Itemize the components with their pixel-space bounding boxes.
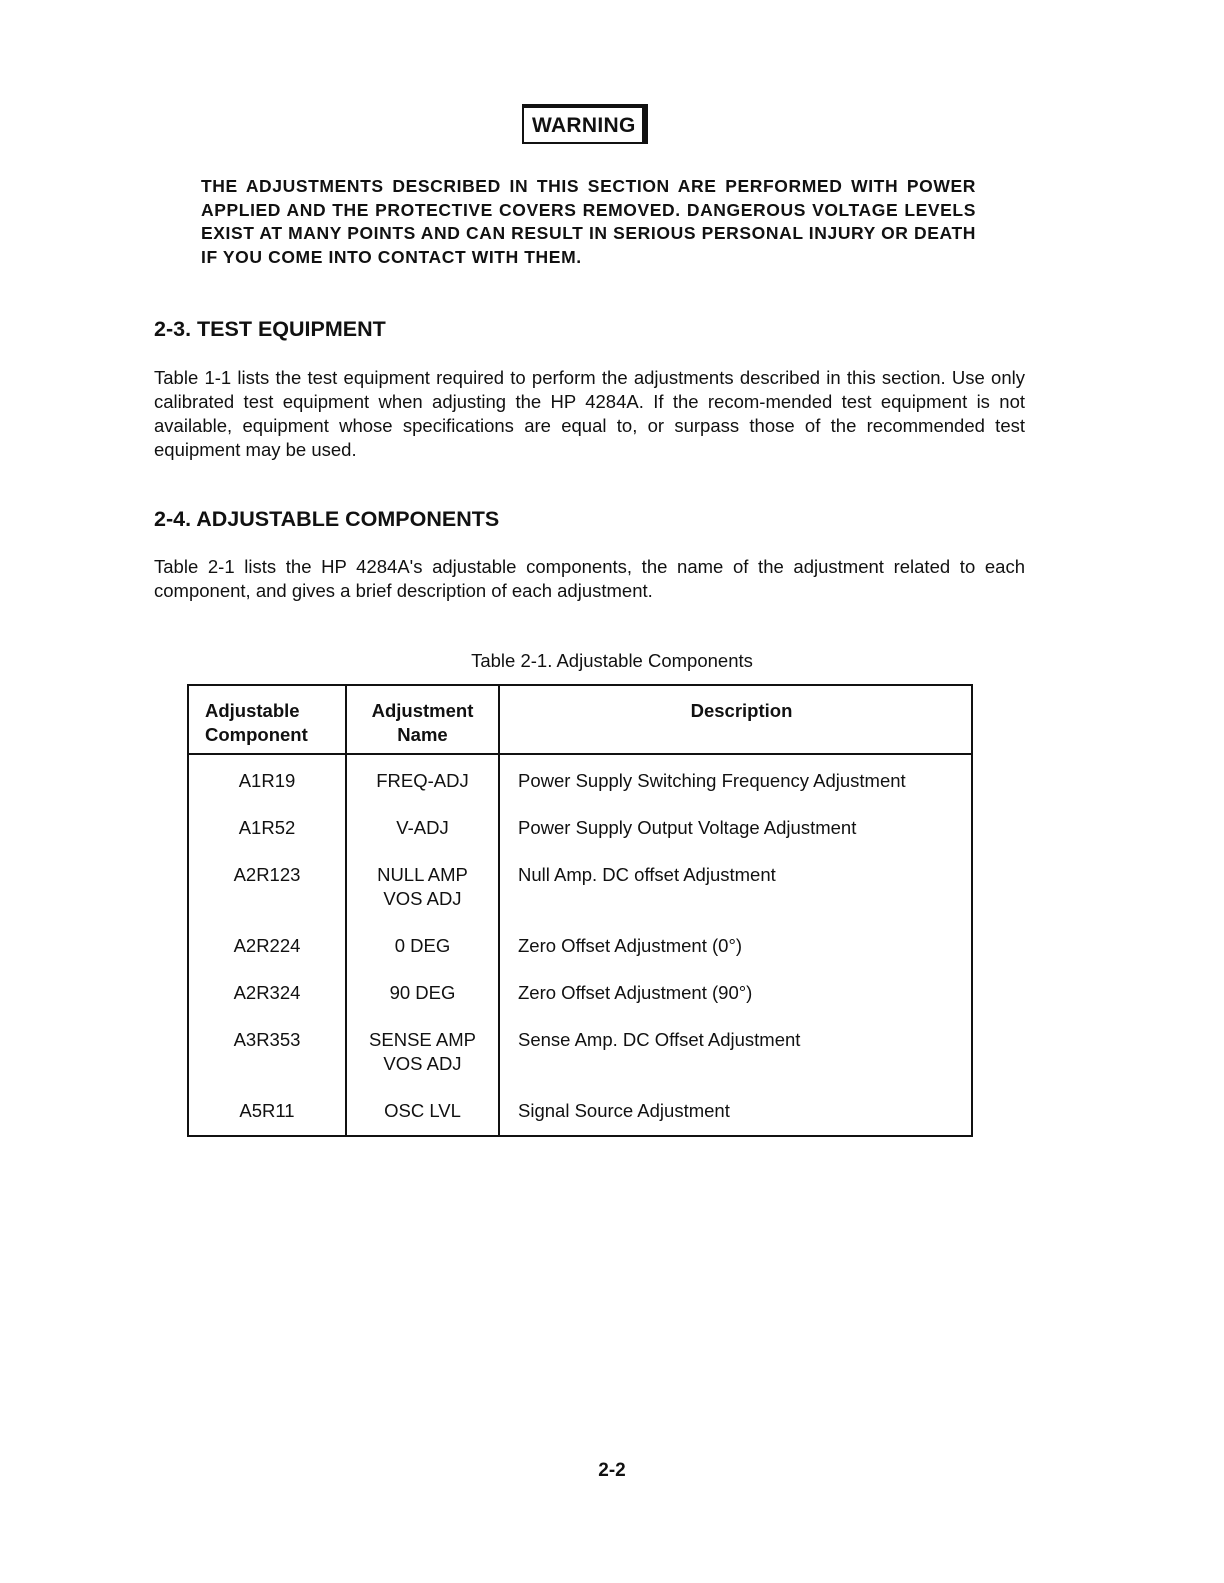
cell-description: Power Supply Output Voltage Adjustment [499, 816, 972, 863]
section-body-adjustable-components: Table 2-1 lists the HP 4284A's adjustable components, the name of the adjustment related to each component, and gives a brief description of each adjustment. [154, 556, 1025, 601]
table-row [188, 981, 972, 1028]
cell-description: Null Amp. DC offset Adjustment [499, 863, 972, 934]
page-number: 2-2 [598, 1460, 626, 1481]
cell-adjustment-name: NULL AMP VOS ADJ [346, 863, 499, 934]
table-row [188, 934, 972, 981]
cell-adjustment-name: OSC LVL [346, 1099, 499, 1136]
table-row [188, 754, 972, 816]
table-header-row [188, 685, 972, 754]
cell-description: Zero Offset Adjustment (0°) [499, 934, 972, 981]
table-row [188, 863, 972, 934]
adjustable-components-table [187, 684, 973, 1137]
cell-component: A2R123 [188, 863, 346, 934]
cell-description: Signal Source Adjustment [499, 1099, 972, 1136]
cell-description: Sense Amp. DC Offset Adjustment [499, 1028, 972, 1099]
table-row [188, 816, 972, 863]
cell-adjustment-name: 90 DEG [346, 981, 499, 1028]
header-adjustable-component: Adjustable Component [188, 685, 346, 754]
cell-adjustment-name: 0 DEG [346, 934, 499, 981]
cell-adjustment-name: SENSE AMP VOS ADJ [346, 1028, 499, 1099]
cell-component: A5R11 [188, 1099, 346, 1136]
table-row [188, 1028, 972, 1099]
header-description: Description [499, 685, 972, 754]
warning-label-box [522, 104, 648, 144]
cell-adjustment-name: V-ADJ [346, 816, 499, 863]
table-body [188, 754, 972, 1136]
table-row [188, 1099, 972, 1136]
warning-text: THE ADJUSTMENTS DESCRIBED IN THIS SECTION ARE PERFORMED WITH POWER APPLIED AND THE PROTECTIVE COVERS REMOVED. DANGEROUS VOLTAGE LEVELS EXIST AT MANY POINTS AND CAN RESULT IN SERIOUS PERSONAL INJURY OR DEATH IF YOU COME INTO CONTACT WITH THEM. [201, 176, 976, 267]
cell-component: A1R19 [188, 754, 346, 816]
table-caption: Table 2-1. Adjustable Components [471, 650, 753, 671]
cell-adjustment-name: FREQ-ADJ [346, 754, 499, 816]
section-heading-adjustable-components: 2-4. ADJUSTABLE COMPONENTS [154, 507, 500, 531]
warning-label: WARNING [522, 104, 648, 144]
cell-description: Zero Offset Adjustment (90°) [499, 981, 972, 1028]
header-adjustment-name: Adjustment Name [346, 685, 499, 754]
cell-component: A2R224 [188, 934, 346, 981]
cell-component: A1R52 [188, 816, 346, 863]
cell-component: A3R353 [188, 1028, 346, 1099]
cell-component: A2R324 [188, 981, 346, 1028]
section-body-test-equipment: Table 1-1 lists the test equipment required to perform the adjustments described in this section. Use only calibrated test equipment when adjusting the HP 4284A. If the recom-mended test equipment is not available, equipment whose specifications are equal to, or surpass those of the recommended test equipment may be used. [154, 367, 1025, 460]
section-heading-test-equipment: 2-3. TEST EQUIPMENT [154, 317, 386, 341]
cell-description: Power Supply Switching Frequency Adjustment [499, 754, 972, 816]
